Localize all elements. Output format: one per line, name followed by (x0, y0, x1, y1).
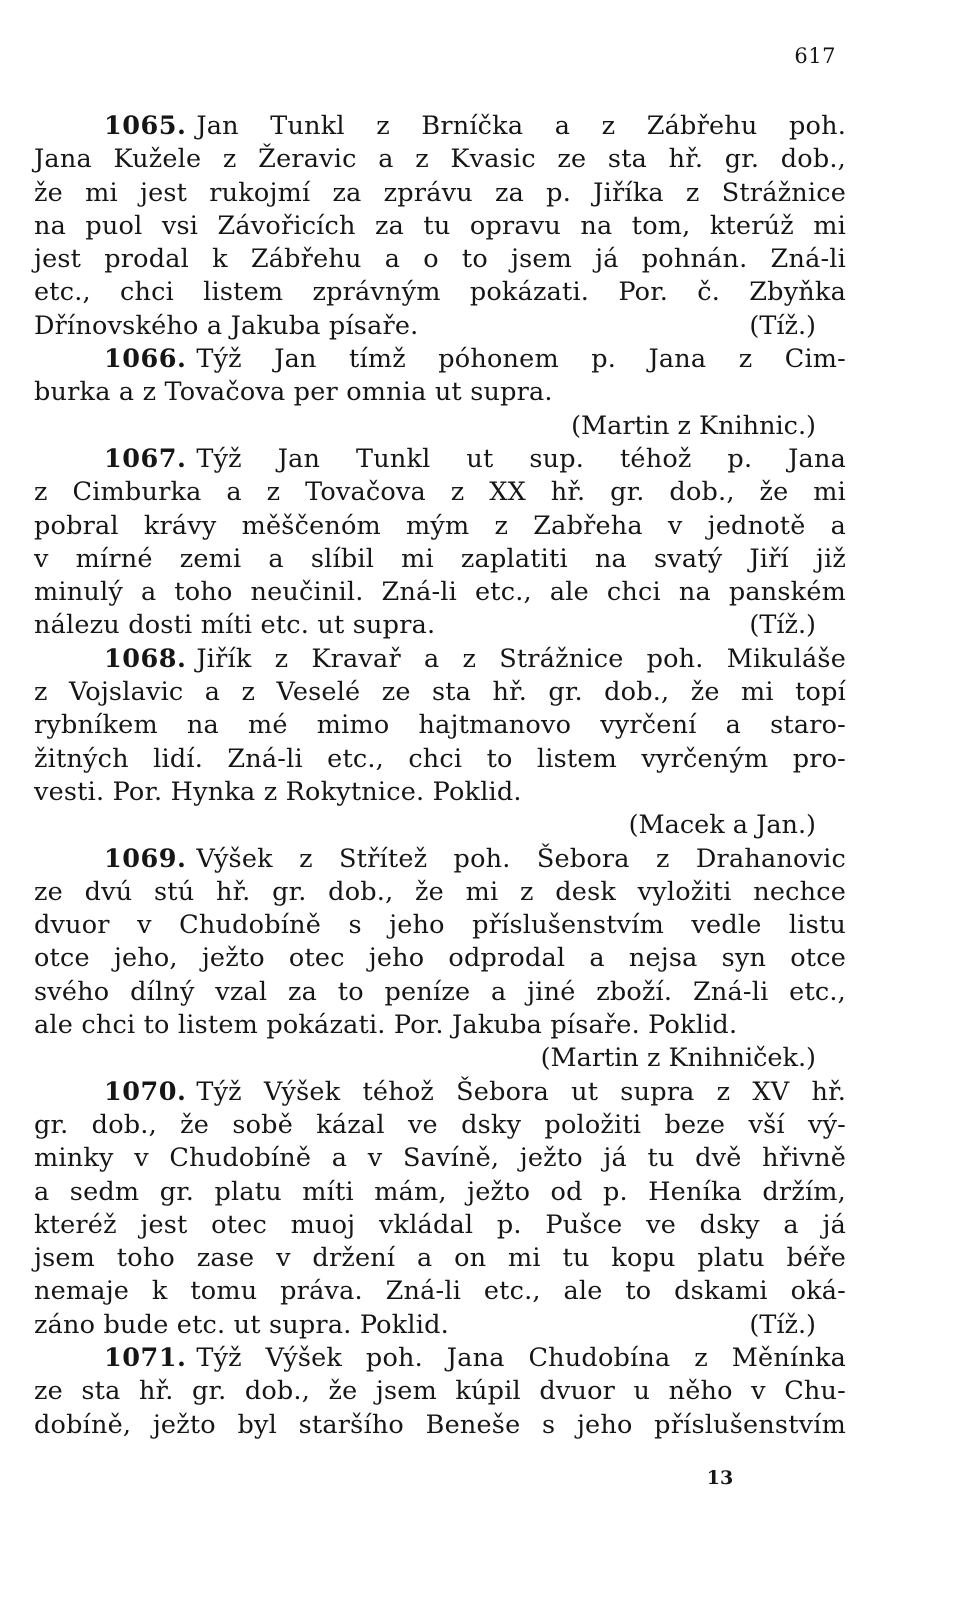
entry-line: gr. dob., že sobě kázal ve dsky položiti beze vší vý- (34, 1109, 846, 1140)
entry-line: rybníkem na mé mimo hajtmanovo vyrčení a staro- (34, 710, 846, 741)
entry-line: 1071. Týž Výšek poh. Jana Chudobína z Měnínka (104, 1342, 846, 1373)
entry-line: 1069. Výšek z Střítež poh. Šebora z Drahanovic (104, 843, 846, 874)
attribution: (Tíž.) (749, 310, 816, 341)
entry-line-with-attribution (34, 310, 846, 343)
entry-number: 1068. (104, 643, 187, 674)
entry-number: 1071. (104, 1342, 187, 1373)
entry-line: nálezu dosti míti etc. ut supra. (34, 610, 436, 641)
entry-line: ze dvú stú hř. gr. dob., že mi z desk vyložiti nechce (34, 876, 846, 907)
entry-line: z Cimburka a z Tovačova z XX hř. gr. dob., že mi (34, 477, 846, 508)
entry-line: 1067. Týž Jan Tunkl ut sup. téhož p. Jana (104, 443, 846, 474)
entry-line: žitných lidí. Zná-li etc., chci to listem vyrčeným pro- (34, 743, 846, 774)
entry-number: 1067. (104, 443, 187, 474)
page-number: 617 (794, 44, 836, 68)
entry-line: kteréž jest otec muoj vkládal p. Pušce ve dsky a já (34, 1209, 846, 1240)
entry-line: etc., chci listem zprávným pokázati. Por. č. Zbyňka (34, 277, 846, 308)
entry-line: 1070. Týž Výšek téhož Šebora ut supra z XV hř. (104, 1076, 846, 1107)
entry-line: minulý a toho neučinil. Zná-li etc., ale chci na panském (34, 577, 846, 608)
entry-line: 1065. Jan Tunkl z Brníčka a z Zábřehu poh. (104, 111, 846, 141)
entry-line: Dřínovského a Jakuba písaře. (34, 310, 419, 341)
entry-line: nemaje k tomu práva. Zná-li etc., ale to dskami oká- (34, 1276, 846, 1307)
entry-line-with-attribution (34, 609, 846, 642)
entry-line: záno bude etc. ut supra. Poklid. (34, 1309, 449, 1340)
entry-number: 1065. (104, 111, 187, 141)
entry-1069 (34, 843, 846, 1076)
entry-line: jsem toho zase v držení a on mi tu kopu platu béře (34, 1243, 846, 1274)
entry-1071 (34, 1342, 846, 1442)
entry-line: ze sta hř. gr. dob., že jsem kúpil dvuor u něho v Chu- (34, 1376, 846, 1407)
entry-line: z Vojslavic a z Veselé ze sta hř. gr. dob., že mi topí (34, 677, 846, 708)
entry-1066 (34, 343, 846, 443)
attribution: (Tíž.) (749, 1309, 816, 1340)
attribution: (Tíž.) (749, 610, 816, 641)
entry-number: 1066. (104, 344, 187, 375)
entry-line: burka a z Tovačova per omnia ut supra. (34, 377, 553, 408)
entry-1068 (34, 643, 846, 843)
entry-line: dobíně, ježto byl staršího Beneše s jeho příslušenstvím (34, 1409, 846, 1440)
entry-number: 1070. (104, 1076, 187, 1107)
entry-line: vesti. Por. Hynka z Rokytnice. Poklid. (34, 776, 522, 807)
entry-line: 1066. Týž Jan tímž póhonem p. Jana z Cim- (104, 344, 846, 375)
entry-line: jest prodal k Zábřehu a o to jsem já pohnán. Zná-li (34, 244, 846, 275)
attribution: (Martin z Knihnic.) (571, 410, 816, 441)
entry-1067 (34, 443, 846, 643)
attribution: (Macek a Jan.) (628, 810, 816, 841)
entry-line: na puol vsi Závořicích za tu opravu na tom, kterúž mi (34, 210, 846, 241)
entry-line: v mírné zemi a slíbil mi zaplatiti na svatý Jiří již (34, 543, 846, 574)
entry-line: minky v Chudobíně a v Savíně, ježto já tu dvě hřivně (34, 1143, 846, 1174)
entry-1070 (34, 1076, 846, 1342)
entry-line: Jana Kužele z Žeravic a z Kvasic ze sta hř. gr. dob., (34, 144, 846, 175)
entry-line-with-attribution (34, 1309, 846, 1342)
entry-line: otce jeho, ježto otec jeho odprodal a nejsa syn otce (34, 943, 846, 974)
entry-line: svého dílný vzal za to peníze a jiné zboží. Zná-li etc., (34, 976, 846, 1007)
entry-line: pobral krávy měščenóm mým z Zabřeha v jednotě a (34, 510, 846, 541)
text-body (34, 110, 846, 1442)
entry-line: dvuor v Chudobíně s jeho příslušenstvím vedle listu (34, 910, 846, 941)
entry-number: 1069. (104, 843, 187, 874)
entry-line: a sedm gr. platu míti mám, ježto od p. Heníka držím, (34, 1176, 846, 1207)
entry-line: ale chci to listem pokázati. Por. Jakuba písaře. Poklid. (34, 1010, 738, 1041)
entry-line: 1068. Jiřík z Kravař a z Strážnice poh. Mikuláše (104, 643, 846, 674)
entry-line: že mi jest rukojmí za zprávu za p. Jiříka z Strážnice (34, 177, 846, 208)
signature-mark: 13 (706, 1467, 734, 1489)
entry-1065 (34, 110, 846, 343)
attribution: (Martin z Knihniček.) (540, 1043, 816, 1074)
